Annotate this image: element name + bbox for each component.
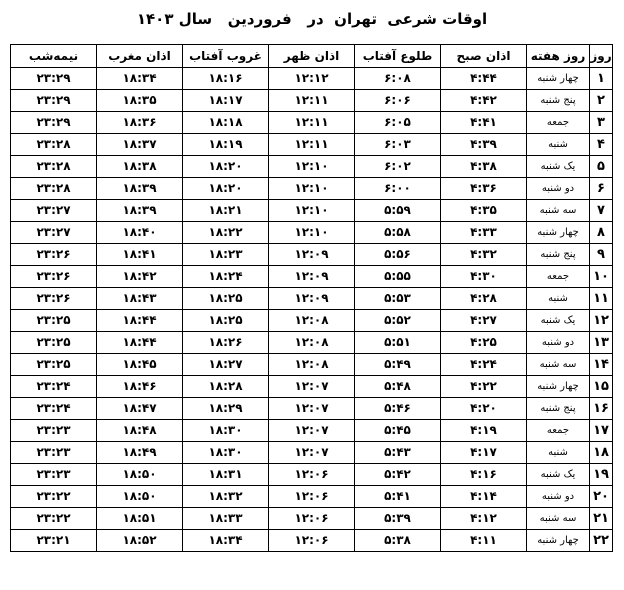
table-row [11, 486, 613, 508]
sunrise-time-cell: ۵:۴۶ [355, 398, 441, 420]
sunrise-time-cell: ۶:۰۰ [355, 178, 441, 200]
midnight-time-cell: ۲۳:۲۳ [11, 464, 97, 486]
midnight-time-cell: ۲۳:۲۲ [11, 508, 97, 530]
sunset-time-cell: ۱۸:۳۱ [183, 464, 269, 486]
maghrib-time-cell: ۱۸:۳۹ [97, 178, 183, 200]
maghrib-time-cell: ۱۸:۴۸ [97, 420, 183, 442]
sunset-time-cell: ۱۸:۳۳ [183, 508, 269, 530]
table-row [11, 420, 613, 442]
sunset-time-cell: ۱۸:۳۴ [183, 530, 269, 552]
day-cell: ۱۴ [590, 354, 613, 376]
day-cell: ۱۸ [590, 442, 613, 464]
table-row [11, 156, 613, 178]
day-cell: ۱ [590, 68, 613, 90]
sunrise-time-cell: ۶:۰۵ [355, 112, 441, 134]
midnight-time-cell: ۲۳:۲۶ [11, 288, 97, 310]
table-row [11, 442, 613, 464]
sunset-time-cell: ۱۸:۲۰ [183, 156, 269, 178]
dhuhr-time-cell: ۱۲:۱۰ [269, 200, 355, 222]
weekday-cell: دو شنبه [527, 332, 590, 354]
sunrise-time-cell: ۶:۰۸ [355, 68, 441, 90]
table-body [11, 68, 613, 552]
dhuhr-time-cell: ۱۲:۰۹ [269, 288, 355, 310]
midnight-time-cell: ۲۳:۲۶ [11, 266, 97, 288]
weekday-cell: سه شنبه [527, 508, 590, 530]
fajr-time-cell: ۴:۳۳ [441, 222, 527, 244]
sunrise-time-cell: ۵:۴۸ [355, 376, 441, 398]
sunrise-time-cell: ۵:۴۱ [355, 486, 441, 508]
sunset-time-cell: ۱۸:۲۵ [183, 310, 269, 332]
day-cell: ۸ [590, 222, 613, 244]
midnight-time-cell: ۲۳:۲۳ [11, 442, 97, 464]
sunrise-time-cell: ۵:۳۹ [355, 508, 441, 530]
day-cell: ۲۲ [590, 530, 613, 552]
table-row [11, 244, 613, 266]
day-cell: ۴ [590, 134, 613, 156]
sunset-time-cell: ۱۸:۲۹ [183, 398, 269, 420]
sunset-time-cell: ۱۸:۱۷ [183, 90, 269, 112]
weekday-cell: پنج شنبه [527, 398, 590, 420]
day-cell: ۱۷ [590, 420, 613, 442]
table-row [11, 134, 613, 156]
sunrise-time-cell: ۵:۵۱ [355, 332, 441, 354]
table-row [11, 288, 613, 310]
fajr-time-cell: ۴:۳۵ [441, 200, 527, 222]
day-cell: ۲۱ [590, 508, 613, 530]
maghrib-time-cell: ۱۸:۳۸ [97, 156, 183, 178]
table-row [11, 530, 613, 552]
sunset-time-cell: ۱۸:۱۸ [183, 112, 269, 134]
day-cell: ۲ [590, 90, 613, 112]
midnight-time-cell: ۲۳:۲۵ [11, 310, 97, 332]
sunset-time-cell: ۱۸:۲۲ [183, 222, 269, 244]
maghrib-time-cell: ۱۸:۳۶ [97, 112, 183, 134]
fajr-time-cell: ۴:۱۱ [441, 530, 527, 552]
dhuhr-time-cell: ۱۲:۰۶ [269, 508, 355, 530]
day-cell: ۷ [590, 200, 613, 222]
sunrise-time-cell: ۵:۵۹ [355, 200, 441, 222]
sunrise-time-cell: ۵:۵۲ [355, 310, 441, 332]
table-row [11, 464, 613, 486]
sunset-time-cell: ۱۸:۳۰ [183, 420, 269, 442]
table-row [11, 68, 613, 90]
day-cell: ۱۲ [590, 310, 613, 332]
maghrib-time-cell: ۱۸:۴۹ [97, 442, 183, 464]
fajr-time-cell: ۴:۳۸ [441, 156, 527, 178]
sunrise-time-cell: ۶:۰۲ [355, 156, 441, 178]
midnight-time-cell: ۲۳:۲۶ [11, 244, 97, 266]
header-dhuhr: اذان ظهر [269, 45, 355, 68]
fajr-time-cell: ۴:۱۷ [441, 442, 527, 464]
header-sunrise: طلوع آفتاب [355, 45, 441, 68]
sunrise-time-cell: ۵:۴۵ [355, 420, 441, 442]
midnight-time-cell: ۲۳:۲۷ [11, 200, 97, 222]
weekday-cell: یک شنبه [527, 156, 590, 178]
sunset-time-cell: ۱۸:۱۶ [183, 68, 269, 90]
weekday-cell: پنج شنبه [527, 244, 590, 266]
weekday-cell: چهار شنبه [527, 530, 590, 552]
sunset-time-cell: ۱۸:۲۵ [183, 288, 269, 310]
fajr-time-cell: ۴:۲۴ [441, 354, 527, 376]
fajr-time-cell: ۴:۱۲ [441, 508, 527, 530]
table-row [11, 112, 613, 134]
header-sunset: غروب آفتاب [183, 45, 269, 68]
sunset-time-cell: ۱۸:۲۷ [183, 354, 269, 376]
maghrib-time-cell: ۱۸:۴۱ [97, 244, 183, 266]
table-row [11, 178, 613, 200]
weekday-cell: سه شنبه [527, 354, 590, 376]
midnight-time-cell: ۲۳:۲۹ [11, 112, 97, 134]
dhuhr-time-cell: ۱۲:۰۶ [269, 486, 355, 508]
midnight-time-cell: ۲۳:۲۴ [11, 398, 97, 420]
midnight-time-cell: ۲۳:۲۴ [11, 376, 97, 398]
sunrise-time-cell: ۵:۵۶ [355, 244, 441, 266]
sunrise-time-cell: ۵:۴۲ [355, 464, 441, 486]
table-row [11, 398, 613, 420]
table-row [11, 90, 613, 112]
weekday-cell: چهار شنبه [527, 376, 590, 398]
weekday-cell: شنبه [527, 288, 590, 310]
fajr-time-cell: ۴:۲۷ [441, 310, 527, 332]
day-cell: ۵ [590, 156, 613, 178]
dhuhr-time-cell: ۱۲:۰۷ [269, 376, 355, 398]
weekday-cell: جمعه [527, 420, 590, 442]
sunrise-time-cell: ۵:۳۸ [355, 530, 441, 552]
fajr-time-cell: ۴:۱۴ [441, 486, 527, 508]
day-cell: ۱۶ [590, 398, 613, 420]
table-row [11, 332, 613, 354]
midnight-time-cell: ۲۳:۲۹ [11, 68, 97, 90]
sunset-time-cell: ۱۸:۲۸ [183, 376, 269, 398]
weekday-cell: سه شنبه [527, 200, 590, 222]
dhuhr-time-cell: ۱۲:۰۶ [269, 464, 355, 486]
table-row [11, 200, 613, 222]
midnight-time-cell: ۲۳:۲۵ [11, 332, 97, 354]
sunset-time-cell: ۱۸:۱۹ [183, 134, 269, 156]
table-header-row [11, 45, 613, 68]
weekday-cell: جمعه [527, 266, 590, 288]
header-weekday: روز هفته [527, 45, 590, 68]
maghrib-time-cell: ۱۸:۴۵ [97, 354, 183, 376]
maghrib-time-cell: ۱۸:۴۲ [97, 266, 183, 288]
dhuhr-time-cell: ۱۲:۱۱ [269, 112, 355, 134]
sunset-time-cell: ۱۸:۳۰ [183, 442, 269, 464]
maghrib-time-cell: ۱۸:۳۷ [97, 134, 183, 156]
header-midnight: نیمه‌شب [11, 45, 97, 68]
dhuhr-time-cell: ۱۲:۰۷ [269, 398, 355, 420]
dhuhr-time-cell: ۱۲:۱۱ [269, 134, 355, 156]
fajr-time-cell: ۴:۲۲ [441, 376, 527, 398]
maghrib-time-cell: ۱۸:۵۱ [97, 508, 183, 530]
maghrib-time-cell: ۱۸:۵۲ [97, 530, 183, 552]
day-cell: ۳ [590, 112, 613, 134]
table-row [11, 310, 613, 332]
header-day: روز [590, 45, 613, 68]
maghrib-time-cell: ۱۸:۴۰ [97, 222, 183, 244]
sunset-time-cell: ۱۸:۲۶ [183, 332, 269, 354]
dhuhr-time-cell: ۱۲:۰۸ [269, 310, 355, 332]
fajr-time-cell: ۴:۲۸ [441, 288, 527, 310]
day-cell: ۱۵ [590, 376, 613, 398]
fajr-time-cell: ۴:۴۲ [441, 90, 527, 112]
fajr-time-cell: ۴:۲۰ [441, 398, 527, 420]
day-cell: ۱۳ [590, 332, 613, 354]
maghrib-time-cell: ۱۸:۳۹ [97, 200, 183, 222]
fajr-time-cell: ۴:۲۵ [441, 332, 527, 354]
maghrib-time-cell: ۱۸:۴۳ [97, 288, 183, 310]
dhuhr-time-cell: ۱۲:۱۰ [269, 178, 355, 200]
prayer-times-table [10, 44, 613, 552]
midnight-time-cell: ۲۳:۲۵ [11, 354, 97, 376]
dhuhr-time-cell: ۱۲:۱۰ [269, 156, 355, 178]
day-cell: ۱۰ [590, 266, 613, 288]
weekday-cell: دو شنبه [527, 178, 590, 200]
sunrise-time-cell: ۵:۵۵ [355, 266, 441, 288]
midnight-time-cell: ۲۳:۲۲ [11, 486, 97, 508]
dhuhr-time-cell: ۱۲:۰۹ [269, 266, 355, 288]
dhuhr-time-cell: ۱۲:۱۱ [269, 90, 355, 112]
dhuhr-time-cell: ۱۲:۰۷ [269, 442, 355, 464]
midnight-time-cell: ۲۳:۲۷ [11, 222, 97, 244]
maghrib-time-cell: ۱۸:۴۶ [97, 376, 183, 398]
fajr-time-cell: ۴:۳۶ [441, 178, 527, 200]
sunrise-time-cell: ۶:۰۶ [355, 90, 441, 112]
weekday-cell: شنبه [527, 442, 590, 464]
table-row [11, 508, 613, 530]
maghrib-time-cell: ۱۸:۴۴ [97, 332, 183, 354]
fajr-time-cell: ۴:۴۴ [441, 68, 527, 90]
weekday-cell: دو شنبه [527, 486, 590, 508]
table-row [11, 376, 613, 398]
fajr-time-cell: ۴:۳۹ [441, 134, 527, 156]
fajr-time-cell: ۴:۱۶ [441, 464, 527, 486]
maghrib-time-cell: ۱۸:۴۴ [97, 310, 183, 332]
sunset-time-cell: ۱۸:۲۱ [183, 200, 269, 222]
weekday-cell: چهار شنبه [527, 68, 590, 90]
maghrib-time-cell: ۱۸:۳۴ [97, 68, 183, 90]
weekday-cell: یک شنبه [527, 464, 590, 486]
table-row [11, 354, 613, 376]
day-cell: ۱۹ [590, 464, 613, 486]
sunrise-time-cell: ۵:۴۳ [355, 442, 441, 464]
fajr-time-cell: ۴:۴۱ [441, 112, 527, 134]
fajr-time-cell: ۴:۳۲ [441, 244, 527, 266]
table-row [11, 266, 613, 288]
day-cell: ۶ [590, 178, 613, 200]
midnight-time-cell: ۲۳:۲۳ [11, 420, 97, 442]
dhuhr-time-cell: ۱۲:۰۶ [269, 530, 355, 552]
weekday-cell: پنج شنبه [527, 90, 590, 112]
dhuhr-time-cell: ۱۲:۱۰ [269, 222, 355, 244]
weekday-cell: یک شنبه [527, 310, 590, 332]
sunrise-time-cell: ۵:۴۹ [355, 354, 441, 376]
midnight-time-cell: ۲۳:۲۹ [11, 90, 97, 112]
weekday-cell: شنبه [527, 134, 590, 156]
sunset-time-cell: ۱۸:۳۲ [183, 486, 269, 508]
midnight-time-cell: ۲۳:۲۸ [11, 134, 97, 156]
midnight-time-cell: ۲۳:۲۸ [11, 156, 97, 178]
maghrib-time-cell: ۱۸:۳۵ [97, 90, 183, 112]
midnight-time-cell: ۲۳:۲۸ [11, 178, 97, 200]
dhuhr-time-cell: ۱۲:۰۸ [269, 332, 355, 354]
dhuhr-time-cell: ۱۲:۰۹ [269, 244, 355, 266]
sunset-time-cell: ۱۸:۲۰ [183, 178, 269, 200]
dhuhr-time-cell: ۱۲:۱۲ [269, 68, 355, 90]
maghrib-time-cell: ۱۸:۵۰ [97, 486, 183, 508]
fajr-time-cell: ۴:۱۹ [441, 420, 527, 442]
day-cell: ۹ [590, 244, 613, 266]
day-cell: ۱۱ [590, 288, 613, 310]
table-row [11, 222, 613, 244]
weekday-cell: جمعه [527, 112, 590, 134]
header-maghrib: اذان مغرب [97, 45, 183, 68]
sunset-time-cell: ۱۸:۲۴ [183, 266, 269, 288]
page-title: اوقات شرعی تهران در فروردین سال ۱۴۰۳ [136, 10, 488, 28]
maghrib-time-cell: ۱۸:۵۰ [97, 464, 183, 486]
header-fajr: اذان صبح [441, 45, 527, 68]
sunrise-time-cell: ۵:۵۸ [355, 222, 441, 244]
fajr-time-cell: ۴:۳۰ [441, 266, 527, 288]
weekday-cell: چهار شنبه [527, 222, 590, 244]
sunset-time-cell: ۱۸:۲۳ [183, 244, 269, 266]
dhuhr-time-cell: ۱۲:۰۷ [269, 420, 355, 442]
day-cell: ۲۰ [590, 486, 613, 508]
dhuhr-time-cell: ۱۲:۰۸ [269, 354, 355, 376]
sunrise-time-cell: ۵:۵۳ [355, 288, 441, 310]
midnight-time-cell: ۲۳:۲۱ [11, 530, 97, 552]
maghrib-time-cell: ۱۸:۴۷ [97, 398, 183, 420]
sunrise-time-cell: ۶:۰۳ [355, 134, 441, 156]
